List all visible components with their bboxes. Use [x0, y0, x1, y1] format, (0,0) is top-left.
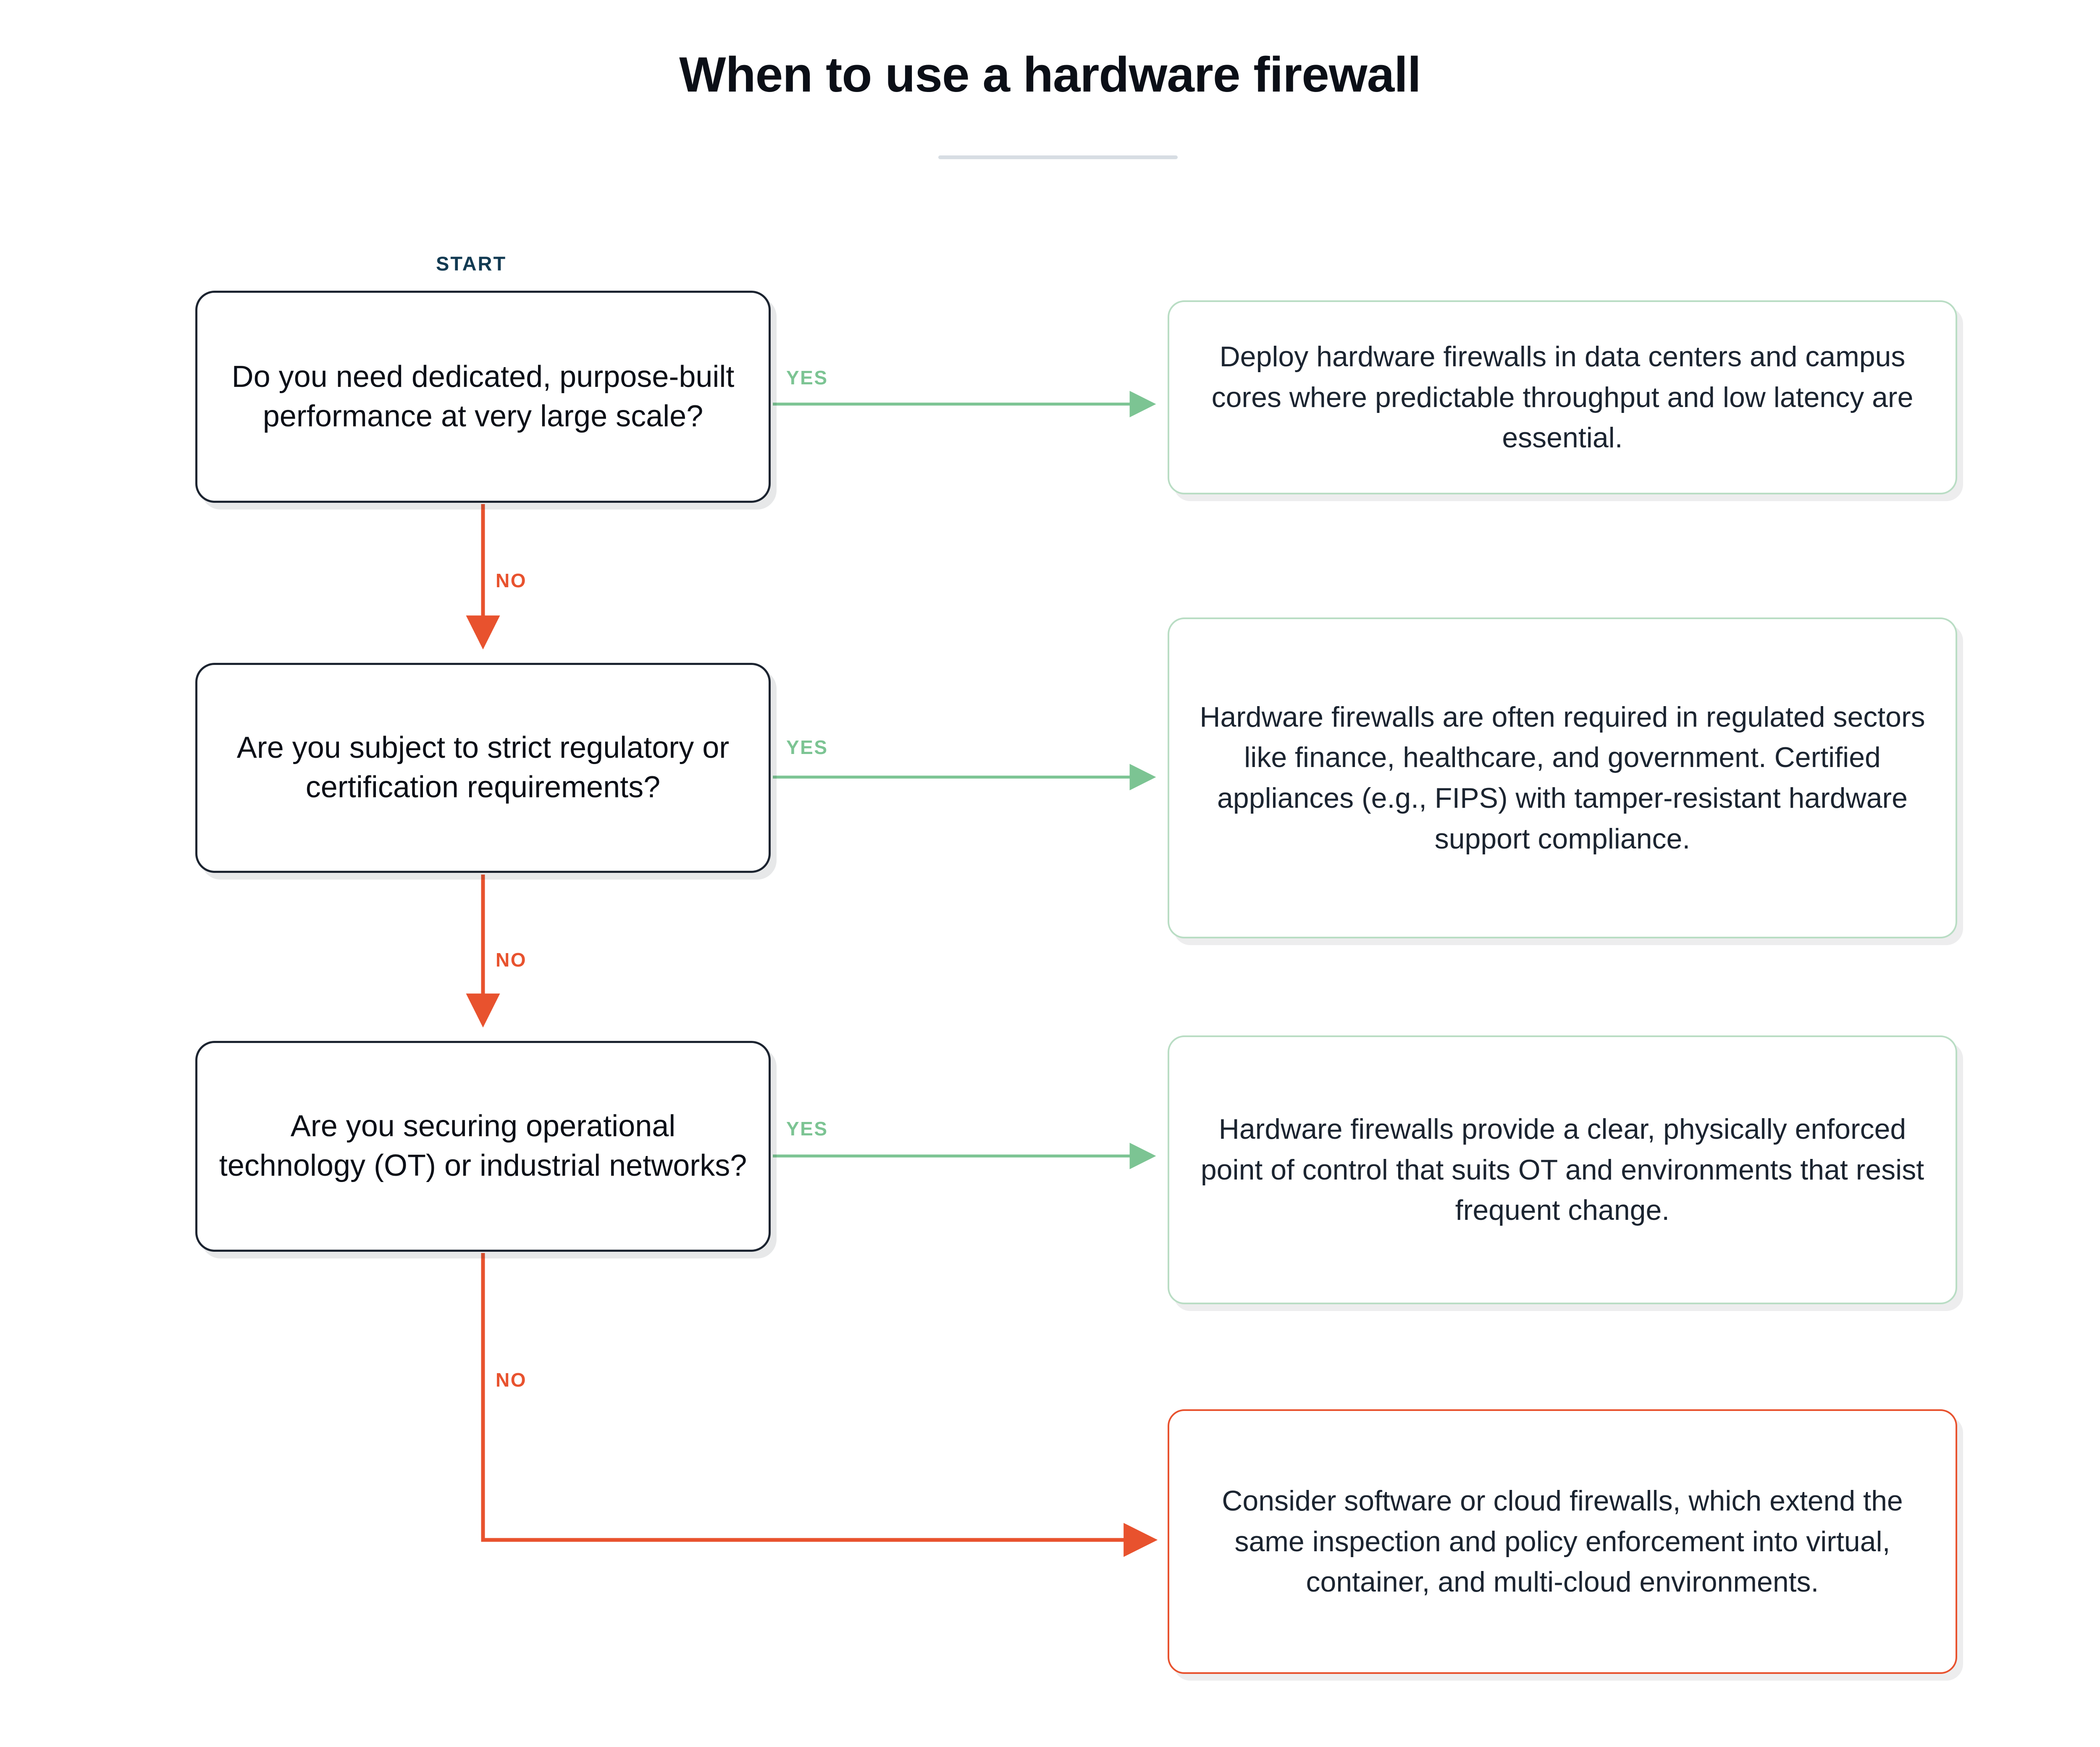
question-node-3[interactable] [195, 1041, 771, 1252]
edge-label-no-2: NO [496, 949, 527, 971]
outcome-node-4-text: Consider software or cloud firewalls, which extend the same inspection and policy enforcement into virtual, container, and multi-cloud environments. [1222, 1485, 1903, 1598]
outcome-node-1[interactable] [1168, 300, 1957, 494]
edge-label-yes-1: YES [786, 367, 828, 389]
edge-label-yes-2: YES [786, 736, 828, 758]
question-node-3-text: Are you securing operational technology (OT) or industrial networks? [219, 1109, 747, 1182]
outcome-node-3[interactable] [1168, 1035, 1957, 1304]
outcome-node-2-text: Hardware firewalls are often required in regulated sectors like finance, healthcare, and government. Certified appliances (e.g., FIPS) with tamper-resistant hardware support compliance. [1200, 701, 1925, 855]
question-node-1[interactable] [195, 291, 771, 503]
outcome-node-4[interactable] [1168, 1409, 1957, 1674]
question-node-1-text: Do you need dedicated, purpose-built performance at very large scale? [231, 360, 735, 433]
start-label: START [436, 252, 507, 275]
outcome-node-3-text: Hardware firewalls provide a clear, physically enforced point of control that suits OT and environments that resist frequent change. [1200, 1113, 1924, 1227]
edge-label-no-1: NO [496, 570, 527, 591]
question-node-2-text: Are you subject to strict regulatory or certification requirements? [236, 731, 730, 804]
question-node-2[interactable] [195, 663, 771, 873]
outcome-node-2[interactable] [1168, 617, 1957, 938]
edge-label-yes-3: YES [786, 1118, 828, 1140]
outcome-node-1-text: Deploy hardware firewalls in data centers and campus cores where predictable throughput and low latency are essential. [1211, 341, 1914, 454]
page-title: When to use a hardware firewall [679, 47, 1421, 102]
edge-label-no-3: NO [496, 1369, 527, 1391]
